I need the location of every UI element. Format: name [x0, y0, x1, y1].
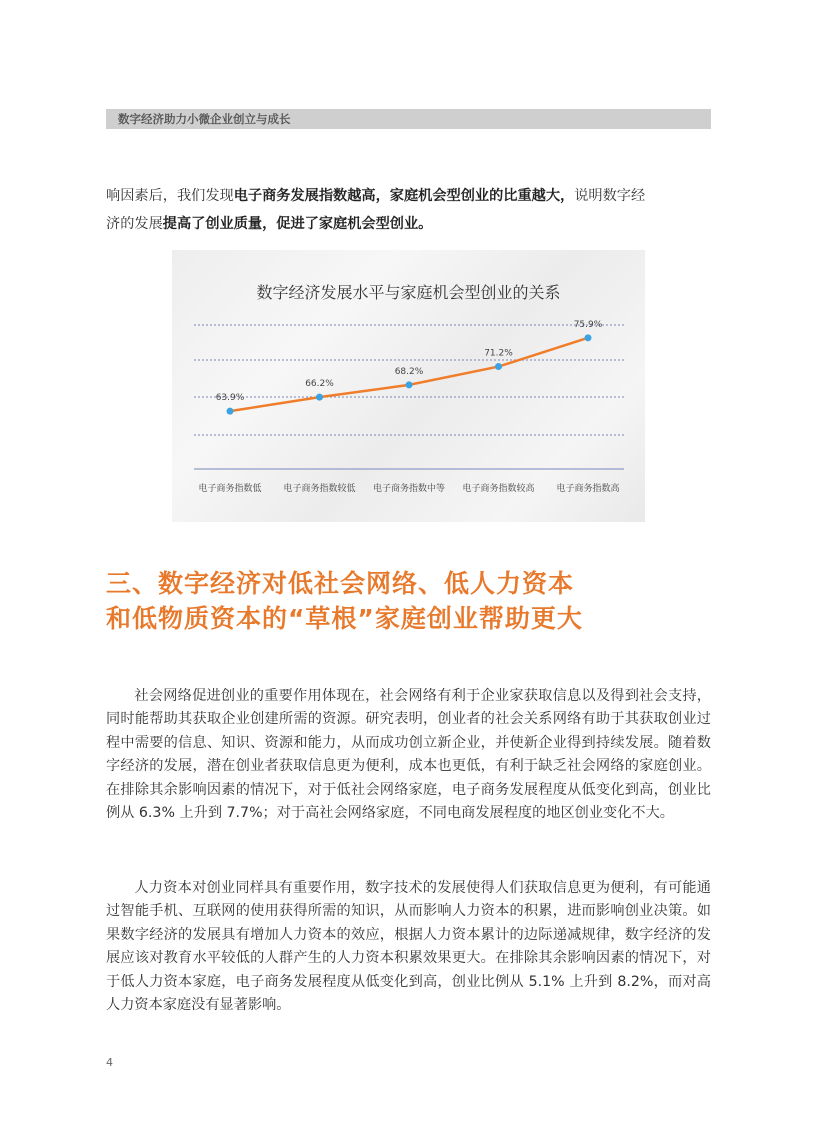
section-heading — [106, 566, 726, 636]
data-point — [227, 408, 234, 415]
x-tick-label: 电子商务指数低 — [198, 484, 262, 494]
body-paragraph-human-capital: 人力资本对创业同样具有重要作用，数字技术的发展使得人们获取信息更为便利，有可能通过智能手机、互联网的使用获得所需的知识，从而影响人力资本的积累，进而影响创业决策。如果数字经济的发展具有增加人力资本的效应，根据人力资本累计的边际递减规律，数字经济的发展应该对教育水平较低的人群产生的人力资本积累效果更大。在排除其余影响因素的情况下，对于低人力资本家庭，电子商务发展程度从低变化到高，创业比例从 5.1% 上升到 8.2%，而对高人力资本家庭没有显著影响。 — [106, 880, 711, 1014]
x-tick-label: 电子商务指数中等 — [372, 484, 446, 494]
intro-bold-1: 电子商务发展指数越高，家庭机会型创业的比重越大， — [233, 188, 575, 204]
line-chart — [172, 250, 645, 522]
intro-text-3: 济的发展 — [106, 216, 163, 232]
x-tick-label: 电子商务指数高 — [556, 484, 620, 494]
chart-title: 数字经济发展水平与家庭机会型创业的关系 — [256, 283, 561, 302]
data-label: 63.9% — [215, 393, 245, 404]
data-label: 71.2% — [484, 348, 513, 359]
data-point — [406, 381, 413, 388]
section-heading-line-2: 和低物质资本的“草根”家庭创业帮助更大 — [106, 604, 583, 633]
data-point — [495, 363, 502, 370]
page-number: 4 — [106, 1056, 113, 1069]
intro-text-1: 响因素后，我们发现 — [106, 188, 234, 204]
data-label: 66.2% — [305, 379, 334, 390]
header-title: 数字经济助力小微企业创立与成长 — [118, 112, 291, 126]
intro-paragraph — [106, 182, 711, 238]
intro-text-2: 说明数字经 — [574, 188, 646, 204]
data-point — [585, 334, 592, 341]
running-header — [106, 109, 711, 129]
x-tick-label: 电子商务指数较低 — [283, 484, 356, 494]
x-tick-label: 电子商务指数较高 — [462, 484, 535, 494]
data-point — [316, 394, 323, 401]
intro-bold-2: 提高了创业质量，促进了家庭机会型创业。 — [162, 216, 433, 232]
chart-panel — [172, 250, 645, 522]
data-label: 68.2% — [394, 366, 424, 377]
data-label: 75.9% — [573, 319, 603, 330]
section-heading-line-1: 三、数字经济对低社会网络、低人力资本 — [106, 569, 575, 598]
body-paragraph-social-network: 社会网络促进创业的重要作用体现在，社会网络有利于企业家获取信息以及得到社会支持，同时能帮助其获取企业创建所需的资源。研究表明，创业者的社会关系网络有助于其获取创业过程中需要的信息、知识、资源和能力，从而成功创立新企业，并使新企业得到持续发展。随着数字经济的发展，潜在创业者获取信息更为便利，成本也更低，有利于缺乏社会网络的家庭创业。在排除其余影响因素的情况下，对于低社会网络家庭，电子商务发展程度从低变化到高，创业比例从 6.3% 上升到 7.7%；对于高社会网络家庭，不同电商发展程度的地区创业变化不大。 — [106, 688, 711, 822]
